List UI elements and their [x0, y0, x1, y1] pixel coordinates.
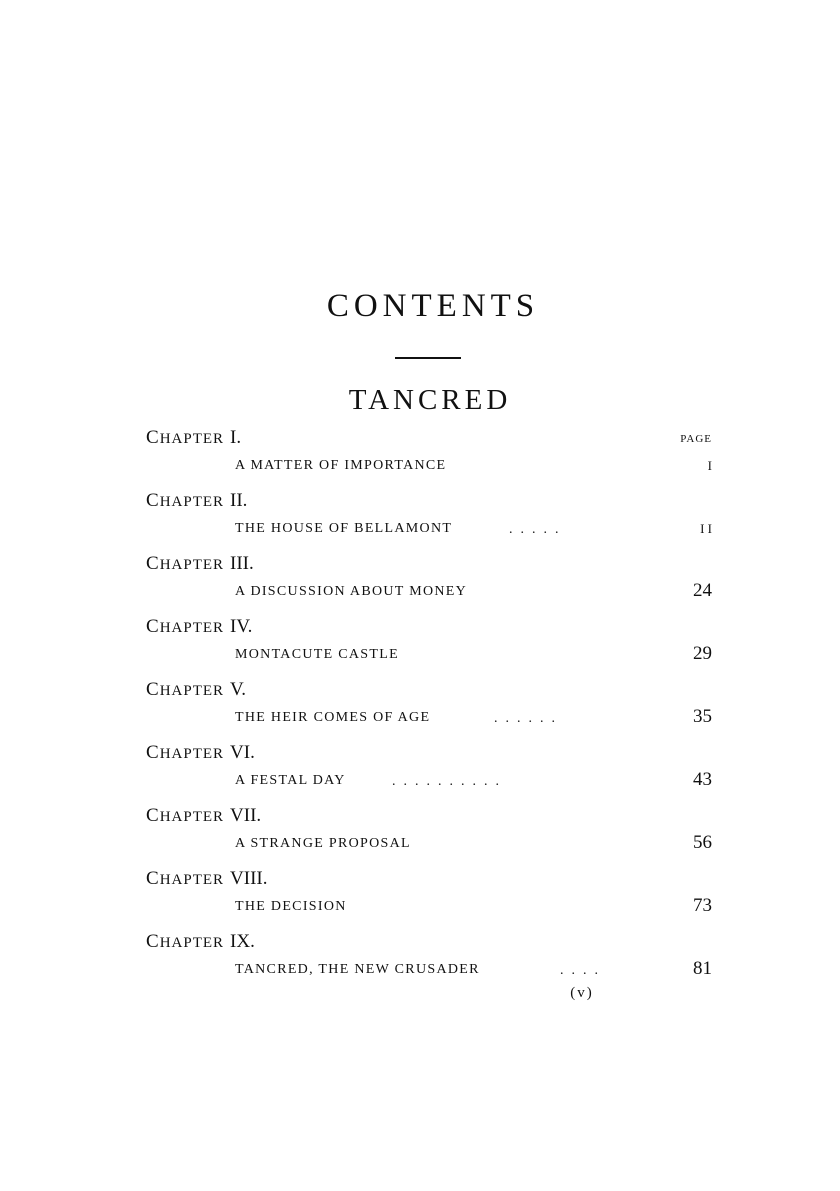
chapter-title: MONTACUTE CASTLE [235, 647, 399, 662]
page-number: I I [700, 521, 712, 536]
page-number: I [707, 458, 712, 473]
chapter-title: THE DECISION [235, 899, 347, 914]
book-title: TANCRED [348, 384, 512, 416]
dot-leader: ...... [494, 711, 563, 726]
chapter-number: I. [230, 427, 242, 448]
chapter-title: A FESTAL DAY [235, 773, 346, 788]
chapter-number: II. [230, 490, 248, 511]
chapter-number: VIII. [230, 868, 268, 889]
chapter-number: V. [230, 679, 247, 700]
toc-entry-2[interactable] [0, 491, 840, 551]
toc-entry-3[interactable] [0, 554, 840, 614]
toc-entry-9[interactable] [0, 932, 840, 992]
page-heading: CONTENTS [326, 288, 540, 324]
chapter-number: IX. [230, 931, 255, 952]
chapter-word: CHAPTER [146, 427, 225, 448]
page-number: 56 [693, 832, 712, 853]
chapter-number: VII. [230, 805, 262, 826]
chapter-title: TANCRED, THE NEW CRUSADER [235, 962, 480, 977]
chapter-word: CHAPTER [146, 805, 225, 826]
chapter-number: VI. [230, 742, 255, 763]
page-number: 73 [693, 895, 712, 916]
page-column-label: PAGE [680, 433, 712, 445]
toc-entry-4[interactable] [0, 617, 840, 677]
page-number: 43 [693, 769, 712, 790]
page-number: 24 [693, 580, 712, 601]
chapter-word: CHAPTER [146, 931, 225, 952]
chapter-heading [146, 554, 254, 573]
chapter-title: THE HOUSE OF BELLAMONT [235, 521, 453, 536]
page-number: 29 [693, 643, 712, 664]
dot-leader: .... [560, 963, 606, 978]
chapter-title: A STRANGE PROPOSAL [235, 836, 411, 851]
toc-entry-5[interactable] [0, 680, 840, 740]
chapter-title: A DISCUSSION ABOUT MONEY [235, 584, 468, 599]
chapter-title: A MATTER OF IMPORTANCE [235, 458, 447, 473]
chapter-heading [146, 491, 247, 510]
chapter-heading [146, 680, 246, 699]
chapter-number: III. [230, 553, 254, 574]
chapter-number: IV. [230, 616, 253, 637]
chapter-title: THE HEIR COMES OF AGE [235, 710, 431, 725]
page-folio: (v) [570, 985, 594, 1001]
chapter-word: CHAPTER [146, 868, 225, 889]
chapter-word: CHAPTER [146, 742, 225, 763]
page-number: 81 [693, 958, 712, 979]
chapter-heading [146, 932, 255, 951]
dot-leader: ..... [509, 522, 567, 537]
chapter-heading [146, 743, 255, 762]
chapter-heading [146, 806, 261, 825]
page-number: 35 [693, 706, 712, 727]
chapter-heading [146, 428, 241, 447]
chapter-word: CHAPTER [146, 490, 225, 511]
toc-entry-1[interactable] [0, 428, 840, 488]
toc-entry-8[interactable] [0, 869, 840, 929]
toc-entry-7[interactable] [0, 806, 840, 866]
toc-entry-6[interactable] [0, 743, 840, 803]
chapter-heading [146, 869, 267, 888]
chapter-word: CHAPTER [146, 616, 225, 637]
chapter-word: CHAPTER [146, 553, 225, 574]
chapter-word: CHAPTER [146, 679, 225, 700]
chapter-heading [146, 617, 252, 636]
dot-leader: .......... [392, 774, 507, 789]
heading-rule [395, 357, 461, 359]
